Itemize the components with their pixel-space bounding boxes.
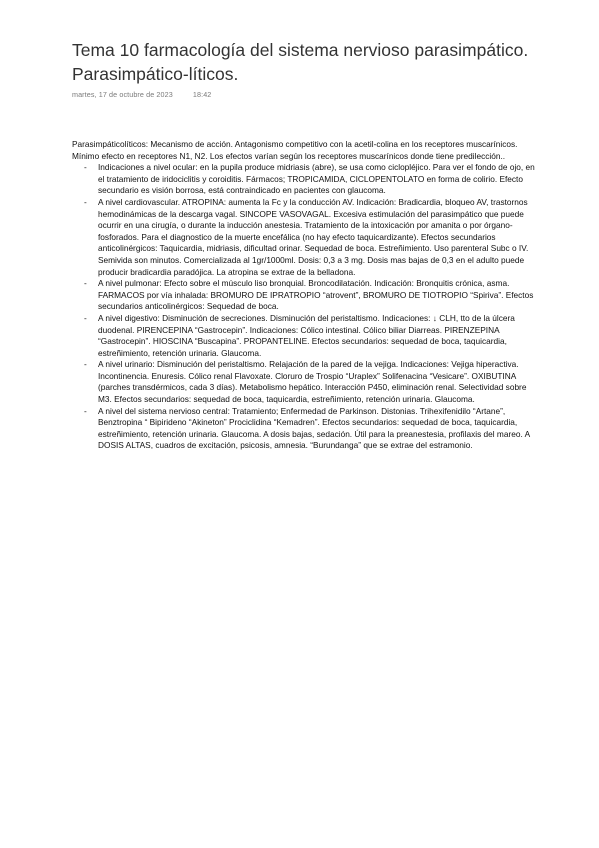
list-item-text: A nivel del sistema nervioso central: Tratamiento; Enfermedad de Parkinson. Distonias. Trihexifenidilo “Artane”, Benztropina “ Bipirideno “Akineton” Prociclidina “Kemadren”. Efectos secundarios: sequedad de boca, taquicardia, estreñimiento, retención urinaria. Glaucoma. A dosis bajas, sedación. Útil para la preanestesia, profilaxis del mareo. A DOSIS ALTAS, cuadros de excitación, psicosis, amnesia. “Burundanga” que se extrae del estramonio. <box>98 405 530 451</box>
list-item-text: A nivel digestivo: Disminución de secreciones. Disminución del peristaltismo. Indicaciones: ↓ CLH, tto de la úlcera duodenal. PIRENCEPINA “Gastrocepin”. Indicaciones: Cólico intestinal. Cólico biliar Diarreas. PIRENZEPINA “Gastrocepin”. HIOSCINA “Buscapina”. PROPANTELINE. Efectos secundarios: sequedad de boca, taquicardia, estreñimiento, retención urinaria. Glaucoma. <box>98 312 515 358</box>
intro-paragraph: Parasimpáticolíticos: Mecanismo de acción. Antagonismo competitivo con la acetil-colina en los receptores muscarínicos. Mínimo efecto en receptores N1, N2. Los efectos varían según los receptores muscarínicos donde tiene predilección.. <box>72 139 518 161</box>
bullet-dash: - <box>84 405 87 416</box>
list-item-text: A nivel cardiovascular. ATROPINA: aumenta la Fc y la conducción AV. Indicación: Bradicardia, bloqueo AV, trastornos hemodinámicas de la descarga vagal. SINCOPE VASOVAGAL. Excesiva estimulación del parasimpático que puede ocurrir en una cirugía, o durante la inducción anestesia. Tratamiento de la intoxicación por amanita o por órgano-fosforados. Para el diagnostico de la muerte encefálica (no hay efecto taquicardizante). Efectos secundarios anticolinérgicos: Taquicardia, midriasis, dificultad orinar. Sequedad de boca. Estreñimiento. Uso parenteral Subc o IV. Semivida son minutos. Comercializada al 1gr/1000ml. Dosis: 0,3 a 3 mg. Dosis mas bajas de 0,3 en el adulto puede producir bradicardia paradójica. La atropina se extrae de la belladona. <box>98 196 529 277</box>
list-item <box>84 196 542 278</box>
bullet-dash: - <box>84 278 87 289</box>
list-item <box>84 312 542 359</box>
bullet-dash: - <box>84 359 87 370</box>
list-item <box>84 359 542 405</box>
bullet-dash: - <box>84 312 87 323</box>
list-item-text: A nivel pulmonar: Efecto sobre el músculo liso bronquial. Broncodilatación. Indicación: Bronquitis crónica, asma. FARMACOS por vía inhalada: BROMURO DE IPRATROPIO “atrovent”, BROMURO DE TIOTROPIO “Spiriva”. Efectos secundarios anticolinérgicos: Sequedad de boca. <box>98 278 534 312</box>
list-item <box>84 278 542 313</box>
list-item <box>84 405 542 452</box>
note-metadata <box>72 90 211 99</box>
bullet-list <box>72 162 542 452</box>
page-title: Tema 10 farmacología del sistema nervioso parasimpático. Parasimpático-líticos. <box>72 40 529 84</box>
list-item-text: A nivel urinario: Disminución del peristaltismo. Relajación de la pared de la vejiga. Indicaciones: Vejiga hiperactiva. Incontinencia. Enuresis. Cólico renal Flavoxate. Cloruro de Trospio “Uraplex” Solifenacina “Vesicare”. OXIBUTINA (parches transdérmicos, cada 3 días). Metabolismo hepático. Interacción P450, eliminación renal. Selectividad sobre M3. Efectos secundarios: sequedad de boca, taquicardia, estreñimiento, retención urinaria. Glaucoma. <box>98 359 527 405</box>
bullet-dash: - <box>84 196 87 207</box>
note-body[interactable] <box>72 139 542 452</box>
list-item <box>84 162 542 197</box>
bullet-dash: - <box>84 162 87 173</box>
list-item-text: Indicaciones a nivel ocular: en la pupila produce midriasis (abre), se usa como ciclopléjico. Para ver el fondo de ojo, en el tratamiento de iridociclitis y coroiditis. Fármacos; TROPICAMIDA, CICLOPENTOLATO en forma de colirio. Efecto secundario es visión borrosa, está contraindicado en pacientes con glaucoma. <box>98 162 535 196</box>
note-time: 18:42 <box>192 90 212 99</box>
note-date: martes, 17 de octubre de 2023 <box>72 90 173 99</box>
